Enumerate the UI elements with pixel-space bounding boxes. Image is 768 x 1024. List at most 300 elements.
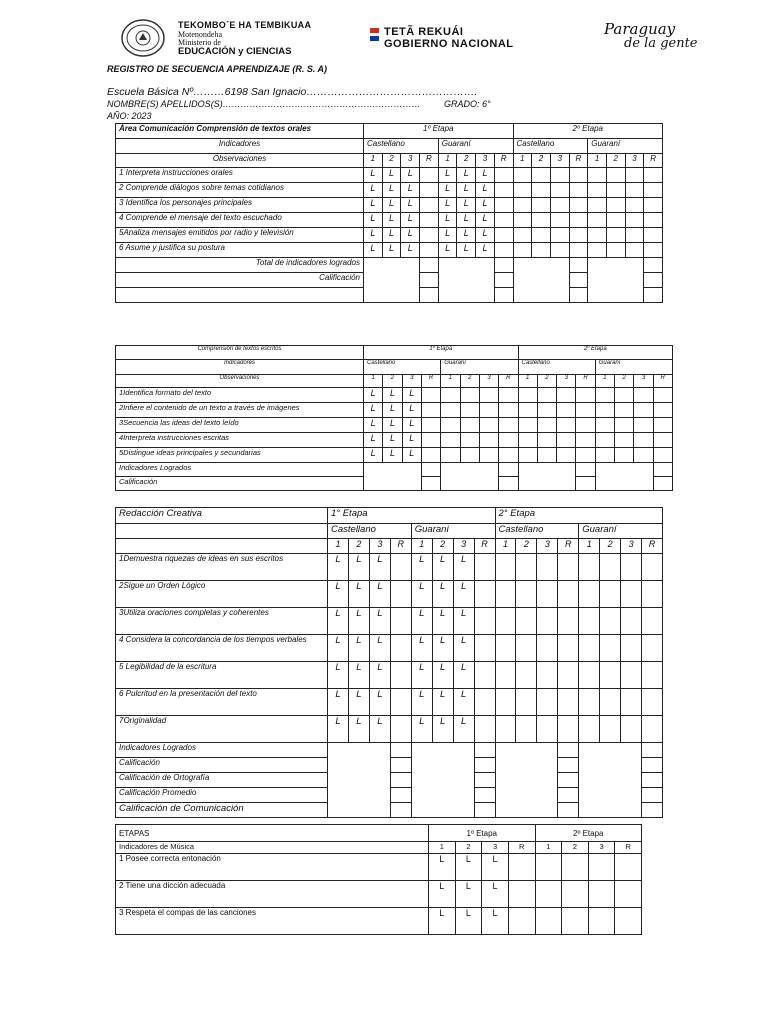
empty-cell bbox=[518, 403, 537, 418]
year-line: AÑO: 2023 bbox=[107, 111, 152, 121]
ministry-line4: EDUCACIÓN y CIENCIAS bbox=[178, 46, 292, 57]
empty-cell bbox=[595, 433, 614, 448]
empty-cell bbox=[562, 881, 589, 908]
empty-cell bbox=[390, 662, 411, 689]
table-row bbox=[116, 881, 642, 908]
empty-cell bbox=[615, 448, 634, 463]
empty-cell bbox=[625, 228, 644, 243]
mark-cell: L bbox=[402, 448, 421, 463]
empty-cell bbox=[532, 228, 551, 243]
empty-cell bbox=[508, 881, 535, 908]
column-header: R bbox=[615, 842, 642, 854]
empty-cell bbox=[588, 198, 607, 213]
mark-cell: L bbox=[383, 403, 402, 418]
empty-cell bbox=[595, 448, 614, 463]
score-block bbox=[411, 743, 474, 818]
empty-cell bbox=[625, 183, 644, 198]
mark-cell: L bbox=[476, 213, 495, 228]
empty-cell bbox=[441, 403, 460, 418]
empty-cell bbox=[621, 581, 642, 608]
mark-cell: L bbox=[401, 183, 420, 198]
empty-cell bbox=[606, 243, 625, 258]
mark-cell: L bbox=[348, 608, 369, 635]
empty-cell bbox=[642, 788, 663, 803]
indicator-label: 3 Identifica los personajes principales bbox=[116, 198, 364, 213]
column-header: R bbox=[644, 154, 663, 168]
mark-cell: L bbox=[438, 243, 457, 258]
mark-cell: L bbox=[455, 908, 482, 935]
column-header: 1 bbox=[364, 375, 383, 388]
empty-cell bbox=[557, 388, 576, 403]
empty-cell bbox=[642, 803, 663, 818]
etapa1-header: 1º Etapa bbox=[364, 124, 514, 139]
indicator-label: 2 Tiene una dicción adecuada bbox=[116, 881, 429, 908]
empty-cell bbox=[557, 433, 576, 448]
empty-cell bbox=[474, 758, 495, 773]
table-row bbox=[116, 243, 663, 258]
empty-cell bbox=[558, 662, 579, 689]
empty-cell bbox=[558, 758, 579, 773]
mark-cell: L bbox=[364, 198, 383, 213]
column-header: 1 bbox=[328, 539, 349, 554]
empty-cell bbox=[600, 635, 621, 662]
empty-cell bbox=[474, 716, 495, 743]
column-header: 1 bbox=[535, 842, 562, 854]
etapa2-header: 2º Etapa bbox=[518, 346, 673, 360]
footer-label: Calificación de Ortografía bbox=[116, 773, 328, 788]
indicator-label: 5Analiza mensajes emitidos por radio y televisión bbox=[116, 228, 364, 243]
mark-cell: L bbox=[382, 183, 401, 198]
mark-cell: L bbox=[429, 881, 456, 908]
document-title: REGISTRO DE SECUENCIA APRENDIZAJE (R. S. A) bbox=[107, 64, 328, 74]
column-header: 1 bbox=[595, 375, 614, 388]
indicator-label: 2Sigue un Orden Lógico bbox=[116, 581, 328, 608]
empty-cell bbox=[558, 581, 579, 608]
mark-cell: L bbox=[432, 716, 453, 743]
empty-cell bbox=[600, 716, 621, 743]
empty-cell bbox=[535, 881, 562, 908]
mark-cell: L bbox=[382, 243, 401, 258]
empty-cell bbox=[494, 213, 513, 228]
empty-cell bbox=[518, 433, 537, 448]
empty-cell bbox=[460, 403, 479, 418]
empty-cell bbox=[499, 418, 518, 433]
mark-cell: L bbox=[328, 689, 349, 716]
empty-cell bbox=[558, 743, 579, 758]
empty-cell bbox=[495, 662, 516, 689]
mark-cell: L bbox=[328, 554, 349, 581]
empty-cell bbox=[516, 689, 537, 716]
empty-cell bbox=[495, 716, 516, 743]
empty-cell bbox=[421, 403, 440, 418]
guarani-header: Guaraní bbox=[588, 139, 663, 154]
empty-cell bbox=[508, 908, 535, 935]
column-header: 3 bbox=[557, 375, 576, 388]
empty-cell bbox=[537, 554, 558, 581]
mark-cell: L bbox=[411, 554, 432, 581]
empty-cell bbox=[516, 716, 537, 743]
mark-cell: L bbox=[364, 403, 383, 418]
indicator-label: 1 Interpreta instrucciones orales bbox=[116, 168, 364, 183]
column-header: 1 bbox=[579, 539, 600, 554]
empty-cell bbox=[606, 168, 625, 183]
guarani-header: Guaraní bbox=[441, 360, 518, 375]
column-header: R bbox=[390, 539, 411, 554]
score-block bbox=[495, 743, 558, 818]
mark-cell: L bbox=[411, 635, 432, 662]
empty-cell bbox=[420, 213, 439, 228]
empty-cell bbox=[518, 418, 537, 433]
column-header: R bbox=[653, 375, 672, 388]
empty-cell bbox=[621, 635, 642, 662]
castellano-header: Castellano bbox=[495, 524, 579, 539]
mark-cell: L bbox=[457, 228, 476, 243]
empty-cell bbox=[550, 198, 569, 213]
mark-cell: L bbox=[369, 581, 390, 608]
indicator-label: 2Infiere el contenido de un texto a través de imágenes bbox=[116, 403, 364, 418]
empty-cell bbox=[421, 388, 440, 403]
empty-cell bbox=[537, 433, 556, 448]
names-line: NOMBRE(S) APELLIDOS(S)………………………………………………………… bbox=[107, 99, 421, 109]
mark-cell: L bbox=[369, 716, 390, 743]
empty-cell bbox=[516, 662, 537, 689]
empty-cell bbox=[625, 243, 644, 258]
empty-cell bbox=[558, 773, 579, 788]
empty-cell bbox=[642, 743, 663, 758]
table-row bbox=[116, 608, 663, 635]
empty-cell bbox=[558, 554, 579, 581]
empty-cell bbox=[621, 554, 642, 581]
empty-cell bbox=[621, 716, 642, 743]
empty-cell bbox=[569, 198, 588, 213]
column-header: 2 bbox=[600, 539, 621, 554]
empty-cell bbox=[537, 448, 556, 463]
empty-cell bbox=[634, 388, 653, 403]
column-header: 1 bbox=[438, 154, 457, 168]
mark-cell: L bbox=[364, 243, 383, 258]
empty-cell bbox=[588, 228, 607, 243]
guarani-header: Guaraní bbox=[411, 524, 495, 539]
empty-cell bbox=[653, 388, 672, 403]
table-row bbox=[116, 198, 663, 213]
empty-cell bbox=[532, 213, 551, 228]
empty-cell bbox=[513, 213, 532, 228]
calificacion-label: Calificación bbox=[116, 273, 364, 288]
government-line1: TETÃ REKUÁI bbox=[384, 26, 464, 38]
column-header: 1 bbox=[441, 375, 460, 388]
indicator-label: 3Secuencia las ideas del texto leído bbox=[116, 418, 364, 433]
ministry-line3: Ministerio de bbox=[178, 38, 221, 47]
mark-cell: L bbox=[432, 662, 453, 689]
mark-cell: L bbox=[453, 635, 474, 662]
etapa2-header: 2º Etapa bbox=[535, 825, 642, 842]
flag-blue-icon bbox=[370, 36, 379, 41]
empty-cell bbox=[562, 854, 589, 881]
mark-cell: L bbox=[401, 228, 420, 243]
mark-cell: L bbox=[382, 213, 401, 228]
indicator-label: 2 Comprende diálogos sobre temas cotidianos bbox=[116, 183, 364, 198]
empty-cell bbox=[474, 743, 495, 758]
table-row bbox=[116, 168, 663, 183]
empty-cell bbox=[579, 635, 600, 662]
empty-cell bbox=[615, 854, 642, 881]
indicator-label: 3 Respeta el compas de las canciones bbox=[116, 908, 429, 935]
empty-cell bbox=[588, 243, 607, 258]
mark-cell: L bbox=[348, 581, 369, 608]
empty-cell bbox=[420, 183, 439, 198]
column-header: R bbox=[474, 539, 495, 554]
indicadores-header: Indicadores bbox=[116, 360, 364, 375]
column-header: 2 bbox=[606, 154, 625, 168]
empty-cell bbox=[621, 608, 642, 635]
empty-cell bbox=[600, 554, 621, 581]
column-header: 2 bbox=[455, 842, 482, 854]
empty-cell bbox=[537, 581, 558, 608]
mark-cell: L bbox=[411, 716, 432, 743]
empty-cell bbox=[420, 168, 439, 183]
mark-cell: L bbox=[364, 448, 383, 463]
empty-cell bbox=[621, 689, 642, 716]
empty-cell bbox=[642, 689, 663, 716]
table-row bbox=[116, 635, 663, 662]
empty-cell bbox=[474, 803, 495, 818]
empty-cell bbox=[588, 854, 615, 881]
mark-cell: L bbox=[383, 418, 402, 433]
empty-cell bbox=[644, 183, 663, 198]
empty-cell bbox=[460, 448, 479, 463]
flag-red-icon bbox=[370, 28, 379, 33]
column-header: 3 bbox=[625, 154, 644, 168]
empty-cell bbox=[634, 448, 653, 463]
empty-cell bbox=[550, 183, 569, 198]
mark-cell: L bbox=[476, 198, 495, 213]
empty-cell bbox=[606, 183, 625, 198]
empty-cell bbox=[460, 388, 479, 403]
empty-cell bbox=[642, 662, 663, 689]
empty-cell bbox=[494, 168, 513, 183]
indicator-label: 4Interpreta instrucciones escritas bbox=[116, 433, 364, 448]
table-row bbox=[116, 258, 663, 273]
empty-cell bbox=[600, 689, 621, 716]
column-header: 2 bbox=[382, 154, 401, 168]
written-comprehension-table bbox=[115, 345, 673, 491]
table-row bbox=[116, 360, 673, 375]
mark-cell: L bbox=[429, 908, 456, 935]
column-header: 1 bbox=[411, 539, 432, 554]
mark-cell: L bbox=[482, 854, 509, 881]
table-row bbox=[116, 689, 663, 716]
empty-cell bbox=[494, 243, 513, 258]
empty-cell bbox=[474, 689, 495, 716]
mark-cell: L bbox=[411, 689, 432, 716]
empty-cell bbox=[494, 183, 513, 198]
table-row bbox=[116, 743, 663, 758]
table-row bbox=[116, 213, 663, 228]
empty-cell bbox=[479, 448, 498, 463]
empty-cell bbox=[588, 213, 607, 228]
empty-cell bbox=[644, 213, 663, 228]
column-header: R bbox=[558, 539, 579, 554]
empty-cell bbox=[579, 608, 600, 635]
mark-cell: L bbox=[328, 608, 349, 635]
table-row bbox=[116, 403, 673, 418]
table-row bbox=[116, 448, 673, 463]
table-row bbox=[116, 825, 642, 842]
empty-cell bbox=[557, 448, 576, 463]
column-header: R bbox=[499, 375, 518, 388]
mark-cell: L bbox=[348, 635, 369, 662]
school-line: Escuela Básica Nº………6198 San Ignacio…………………………………………. bbox=[107, 86, 478, 98]
empty-cell bbox=[516, 608, 537, 635]
empty-cell bbox=[420, 243, 439, 258]
mark-cell: L bbox=[348, 662, 369, 689]
empty-cell bbox=[579, 554, 600, 581]
empty-cell bbox=[653, 448, 672, 463]
logrados-label: Indicadores Logrados bbox=[116, 463, 364, 477]
empty-cell bbox=[537, 608, 558, 635]
table-row bbox=[116, 842, 642, 854]
mark-cell: L bbox=[328, 662, 349, 689]
indicadores-header: Indicadores bbox=[116, 139, 364, 154]
national-seal-icon bbox=[120, 18, 166, 58]
score-block bbox=[579, 743, 642, 818]
empty-cell bbox=[576, 433, 595, 448]
column-header: R bbox=[508, 842, 535, 854]
empty-cell bbox=[600, 581, 621, 608]
etapa2-header: 2º Etapa bbox=[513, 124, 663, 139]
empty-cell bbox=[390, 743, 411, 758]
guarani-header: Guaraní bbox=[595, 360, 672, 375]
empty-cell bbox=[579, 662, 600, 689]
empty-cell bbox=[576, 403, 595, 418]
column-header: R bbox=[569, 154, 588, 168]
empty-cell bbox=[390, 581, 411, 608]
empty-cell bbox=[550, 213, 569, 228]
empty-cell bbox=[550, 243, 569, 258]
empty-cell bbox=[513, 228, 532, 243]
empty-cell bbox=[516, 635, 537, 662]
empty-cell bbox=[615, 388, 634, 403]
slogan-logo bbox=[604, 20, 724, 54]
empty-cell bbox=[390, 788, 411, 803]
mark-cell: L bbox=[364, 433, 383, 448]
table-row bbox=[116, 183, 663, 198]
empty-cell bbox=[532, 243, 551, 258]
mark-cell: L bbox=[482, 881, 509, 908]
table-row bbox=[116, 139, 663, 154]
empty-cell bbox=[537, 635, 558, 662]
table-row bbox=[116, 433, 673, 448]
column-header: 1 bbox=[364, 154, 383, 168]
table-row bbox=[116, 346, 673, 360]
empty-cell bbox=[495, 689, 516, 716]
empty-cell bbox=[390, 635, 411, 662]
empty-cell bbox=[653, 403, 672, 418]
column-header: 1 bbox=[495, 539, 516, 554]
empty-cell bbox=[499, 448, 518, 463]
column-header: 3 bbox=[453, 539, 474, 554]
mark-cell: L bbox=[369, 554, 390, 581]
empty-cell bbox=[625, 168, 644, 183]
empty-cell bbox=[518, 388, 537, 403]
mark-cell: L bbox=[401, 213, 420, 228]
table-row bbox=[116, 662, 663, 689]
mark-cell: L bbox=[438, 198, 457, 213]
calificacion-label: Calificación bbox=[116, 477, 364, 491]
column-header: 2 bbox=[532, 154, 551, 168]
government-logo bbox=[370, 26, 560, 50]
mark-cell: L bbox=[476, 228, 495, 243]
empty-cell bbox=[532, 183, 551, 198]
mark-cell: L bbox=[457, 198, 476, 213]
mark-cell: L bbox=[432, 608, 453, 635]
mark-cell: L bbox=[402, 433, 421, 448]
empty-cell bbox=[615, 433, 634, 448]
government-line2: GOBIERNO NACIONAL bbox=[384, 38, 514, 50]
mark-cell: L bbox=[364, 418, 383, 433]
mark-cell: L bbox=[402, 418, 421, 433]
empty-cell bbox=[558, 635, 579, 662]
column-header: 1 bbox=[429, 842, 456, 854]
mark-cell: L bbox=[411, 662, 432, 689]
empty-cell bbox=[642, 773, 663, 788]
empty-cell bbox=[579, 689, 600, 716]
table-row bbox=[116, 539, 663, 554]
column-header: R bbox=[642, 539, 663, 554]
empty-cell bbox=[642, 635, 663, 662]
empty-cell bbox=[495, 635, 516, 662]
mark-cell: L bbox=[455, 881, 482, 908]
mark-cell: L bbox=[411, 608, 432, 635]
empty-cell bbox=[516, 581, 537, 608]
table-row bbox=[116, 508, 663, 524]
empty-cell bbox=[474, 608, 495, 635]
empty-cell bbox=[474, 773, 495, 788]
mark-cell: L bbox=[453, 662, 474, 689]
oral-comprehension-table bbox=[115, 123, 663, 303]
mark-cell: L bbox=[438, 168, 457, 183]
table-row bbox=[116, 228, 663, 243]
empty-cell bbox=[421, 448, 440, 463]
indicadores-header: Indicadores de Música bbox=[116, 842, 429, 854]
column-header: 2 bbox=[537, 375, 556, 388]
empty-cell bbox=[595, 418, 614, 433]
mark-cell: L bbox=[382, 168, 401, 183]
empty-cell bbox=[474, 662, 495, 689]
empty-cell bbox=[579, 716, 600, 743]
column-header: 3 bbox=[482, 842, 509, 854]
empty-cell bbox=[537, 403, 556, 418]
column-header: 3 bbox=[634, 375, 653, 388]
mark-cell: L bbox=[364, 228, 383, 243]
column-header: R bbox=[576, 375, 595, 388]
column-header: 2 bbox=[383, 375, 402, 388]
column-header: 2 bbox=[432, 539, 453, 554]
castellano-header: Castellano bbox=[518, 360, 595, 375]
empty-cell bbox=[558, 803, 579, 818]
column-header: 2 bbox=[615, 375, 634, 388]
empty-cell bbox=[495, 581, 516, 608]
empty-cell bbox=[421, 418, 440, 433]
mark-cell: L bbox=[432, 635, 453, 662]
empty-cell bbox=[495, 608, 516, 635]
empty-cell bbox=[588, 168, 607, 183]
table-row bbox=[116, 581, 663, 608]
empty-cell bbox=[537, 662, 558, 689]
empty-cell bbox=[642, 581, 663, 608]
table-row bbox=[116, 908, 642, 935]
mark-cell: L bbox=[457, 168, 476, 183]
